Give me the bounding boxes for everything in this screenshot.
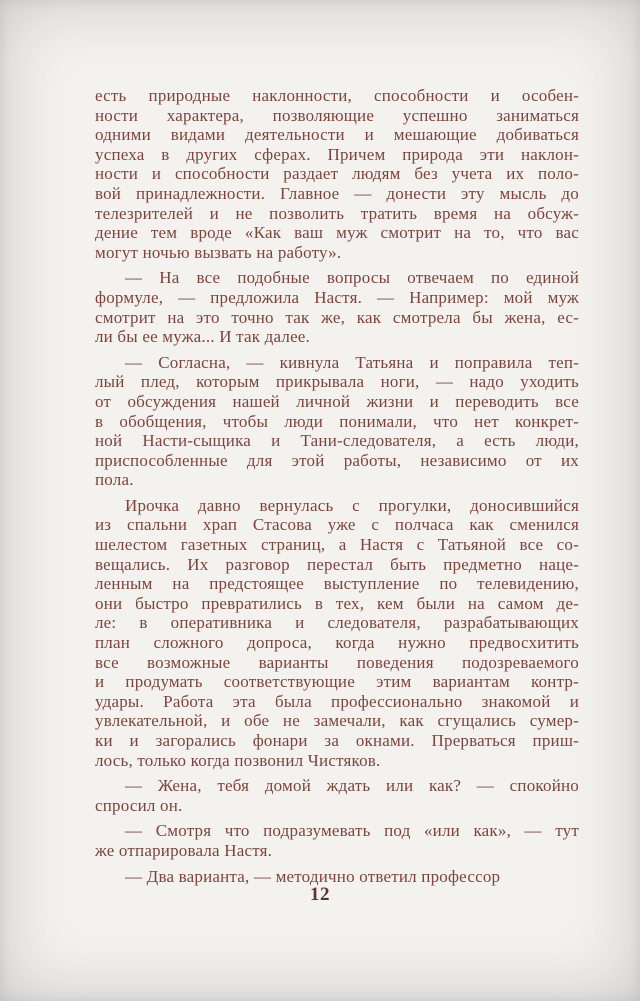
text-line: могут ночью вызвать на работу». xyxy=(95,242,342,262)
text-line: — Согласна, — кивнула Татьяна и поправила теп- xyxy=(125,352,579,372)
text-line: приспособленные для этой работы, независимо от их xyxy=(95,450,579,470)
page-text xyxy=(95,86,579,886)
text-line: — На все подобные вопросы отвечаем по единой xyxy=(125,268,579,288)
text-line: ле: в оперативника и следователя, разрабатывающих xyxy=(95,613,579,633)
text-line: удары. Работа эта была профессионально знакомой и xyxy=(95,691,579,711)
text-line: есть природные наклонности, способности и особен- xyxy=(95,86,579,105)
text-line: дение тем вроде «Как ваш муж смотрит на то, что вас xyxy=(95,223,579,243)
page-number: 12 xyxy=(310,884,330,905)
paragraph xyxy=(95,496,579,770)
paragraph xyxy=(95,821,579,860)
text-line: они быстро превратились в тех, кем были на самом де- xyxy=(95,593,579,613)
text-line: ленным на предстоящее выступление по телевидению, xyxy=(95,574,579,594)
text-line: ли бы ее мужа... И так далее. xyxy=(95,327,311,347)
text-line: вещались. Их разговор перестал быть предметно наце- xyxy=(95,554,579,574)
text-line: одними видами деятельности и мешающие добиваться xyxy=(95,125,579,145)
text-line: план сложного допроса, когда нужно предвосхитить xyxy=(95,633,579,653)
text-line: — Два варианта, — методично ответил профессор xyxy=(125,866,501,886)
text-line: ности характера, позволяющие успешно заниматься xyxy=(95,105,579,125)
text-line: ки и загорались фонари за окнами. Прерваться приш- xyxy=(95,731,579,750)
text-line: и продумать соответствующие этим вариантам контр- xyxy=(95,672,579,692)
text-line: спросил он. xyxy=(95,795,183,815)
text-line: — Смотря что подразумевать под «или как», — тут xyxy=(125,821,579,841)
text-line: ной Насти-сыщика и Тани-следователя, а есть люди, xyxy=(95,431,579,451)
text-line: успеха в других сферах. Причем природа эти наклон- xyxy=(95,144,579,164)
text-line: все возможные варианты поведения подозреваемого xyxy=(95,652,579,672)
text-line: телезрителей и не позволить тратить время на обсуж- xyxy=(95,203,579,223)
paragraph xyxy=(95,268,579,346)
text-line: из спальни храп Стасова уже с полчаса как сменился xyxy=(95,515,579,535)
text-line: от обсуждения нашей личной жизни и переводить все xyxy=(95,391,579,411)
text-line: в обобщения, чтобы люди понимали, что нет конкрет- xyxy=(95,411,579,431)
text-line: увлекательной, и обе не замечали, как сгущались сумер- xyxy=(95,711,579,731)
paragraph xyxy=(95,776,579,815)
paragraph xyxy=(95,353,579,490)
text-line: лый плед, которым прикрывала ноги, — надо уходить xyxy=(95,372,579,392)
text-line: шелестом газетных страниц, а Настя с Татьяной все со- xyxy=(95,535,579,555)
text-line: — Жена, тебя домой ждать или как? — спокойно xyxy=(125,776,579,796)
text-line: же отпарировала Настя. xyxy=(95,840,273,860)
text-line: смотрит на это точно так же, как смотрела бы жена, ес- xyxy=(95,307,579,327)
text-line: ности и способности раздает людям без учета их поло- xyxy=(95,164,579,184)
text-line: формуле, — предложила Настя. — Например: мой муж xyxy=(95,287,579,307)
text-line: вой принадлежности. Главное — донести эту мысль до xyxy=(95,183,579,203)
text-line: пола. xyxy=(95,470,134,490)
text-line: Ирочка давно вернулась с прогулки, доносившийся xyxy=(125,495,579,515)
text-line: лось, только когда позвонил Чистяков. xyxy=(95,750,381,770)
paragraph xyxy=(95,86,579,262)
